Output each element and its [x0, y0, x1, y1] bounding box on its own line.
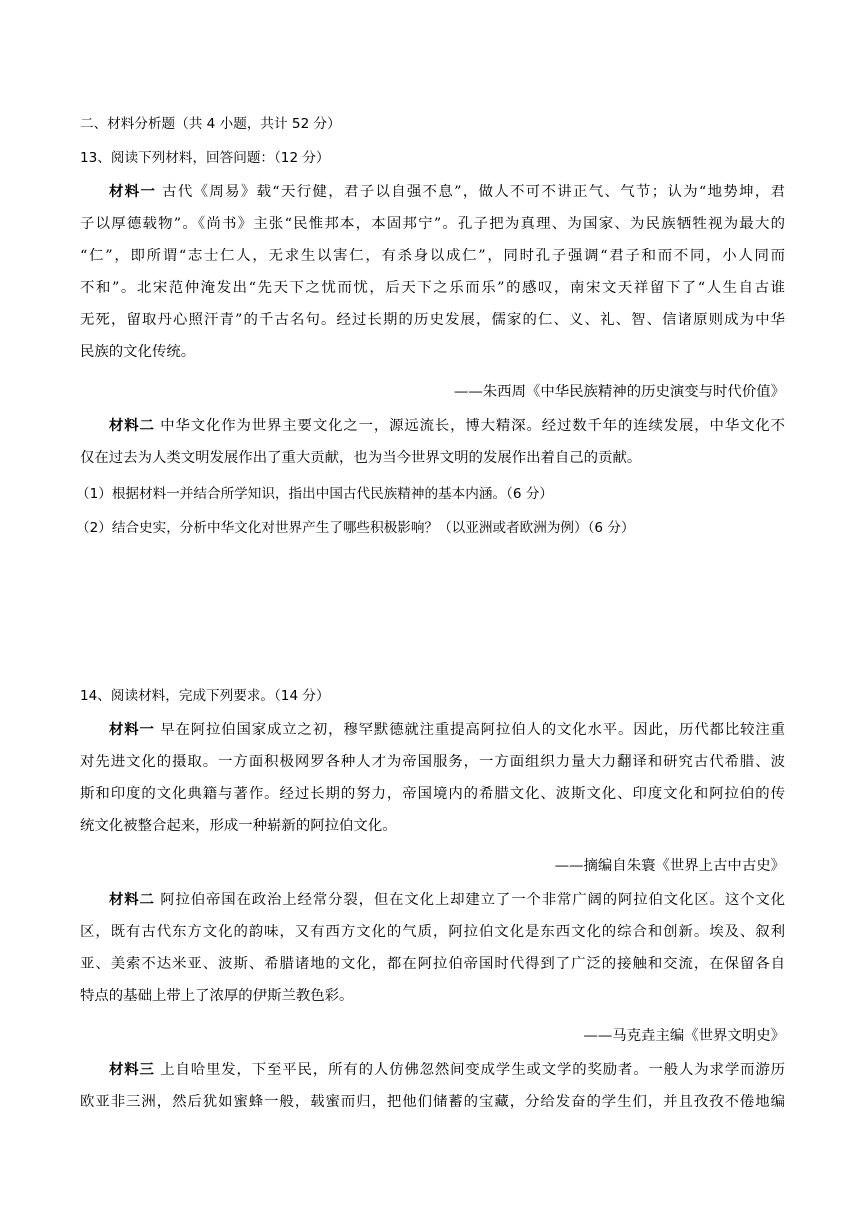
section-heading: 二、材料分析题（共 4 小题，共计 52 分）: [80, 116, 341, 132]
q13-material-1-line-6: 民族的文化传统。: [80, 344, 196, 360]
question-14-title: 14、阅读材料，完成下列要求。（14 分）: [80, 688, 330, 704]
q14-material-3-line-1: 材料三 上自哈里发，下至平民，所有的人仿佛忽然间变成学生或文学的奖励者。一般人为求学而游历: [109, 1061, 785, 1078]
question-13-title: 13、阅读下列材料，回答问题：（12 分）: [80, 150, 330, 166]
q14-material-2-line-3: 亚、美索不达米亚、波斯、希腊诸地的文化，都在阿拉伯帝国时代得到了广泛的接触和交流，在保留各自: [80, 956, 785, 972]
q14-material-3-line-2: 欧亚非三洲，然后犹如蜜蜂一般，载蜜而归，把他们储蓄的宝藏，分给发奋的学生们，并且孜孜不倦地编: [80, 1094, 785, 1110]
q14-material-1-label: 材料一: [109, 721, 155, 738]
q13-material-1-source: ——朱西周《中华民族精神的历史演变与时代价值》: [454, 384, 785, 400]
q13-material-1-label: 材料一: [109, 183, 157, 200]
q14-material-1-line-4: 统文化被整合起来，形成一种崭新的阿拉伯文化。: [80, 818, 397, 834]
q13-material-2-label: 材料二: [109, 417, 155, 434]
q13-material-2-line-2: 仅在过去为人类文明发展作出了重大贡献，也为当今世界文明的发展作出着自己的贡献。: [80, 450, 642, 466]
q14-material-2-source: ——马克垚主编《世界文明史》: [583, 1028, 785, 1044]
q13-material-1-line-2: 子以厚德载物”。《尚书》主张“民惟邦本，本固邦宁”。孔子把为真理、为国家、为民族牺牲视为最大的: [80, 216, 785, 232]
q13-subquestion-2: （2）结合史实，分析中华文化对世界产生了哪些积极影响？（以亚洲或者欧洲为例）（6 分）: [76, 520, 635, 536]
q14-material-2-line-4: 特点的基础上带上了浓厚的伊斯兰教色彩。: [80, 988, 354, 1004]
q14-material-2-line-1: 材料二 阿拉伯帝国在政治上经常分裂，但在文化上却建立了一个非常广阔的阿拉伯文化区。这个文化: [109, 891, 785, 908]
q14-material-1-line-3: 斯和印度的文化典籍与著作。经过长期的努力，帝国境内的希腊文化、波斯文化、印度文化和阿拉伯的传: [80, 786, 785, 802]
q13-material-1-line-1: 材料一 古代《周易》载“天行健，君子以自强不息”，做人不可不讲正气、气节；认为“地势坤，君: [109, 183, 785, 200]
q13-material-1-line-5: 无死，留取丹心照汗青”的千古名句。经过长期的历史发展，儒家的仁、义、礼、智、信诸原则成为中华: [80, 312, 785, 328]
q14-material-2-line-2: 区，既有古代东方文化的韵味，又有西方文化的气质，阿拉伯文化是东西文化的综合和创新。埃及、叙利: [80, 924, 785, 940]
q13-material-2-line-1: 材料二 中华文化作为世界主要文化之一，源远流长，博大精深。经过数千年的连续发展，中华文化不: [109, 417, 785, 434]
q13-material-1-line-4: 不和”。北宋范仲淹发出“先天下之忧而忧，后天下之乐而乐”的感叹，南宋文天祥留下了“人生自古谁: [80, 280, 785, 296]
q13-subquestion-1: （1）根据材料一并结合所学知识，指出中国古代民族精神的基本内涵。（6 分）: [76, 486, 554, 502]
q14-material-1-line-2: 对先进文化的摄取。一方面积极网罗各种人才为帝国服务，一方面组织力量大力翻译和研究古代希腊、波: [80, 754, 785, 770]
q14-material-3-label: 材料三: [109, 1061, 155, 1078]
q13-material-1-line-3: “仁”，即所谓“志士仁人，无求生以害仁，有杀身以成仁”，同时孔子强调“君子和而不同，小人同而: [80, 248, 785, 264]
q14-material-1-line-1: 材料一 早在阿拉伯国家成立之初，穆罕默德就注重提高阿拉伯人的文化水平。因此，历代都比较注重: [109, 721, 785, 738]
q14-material-2-label: 材料二: [109, 891, 155, 908]
q14-material-1-source: ——摘编自朱寰《世界上古中古史》: [554, 858, 785, 874]
